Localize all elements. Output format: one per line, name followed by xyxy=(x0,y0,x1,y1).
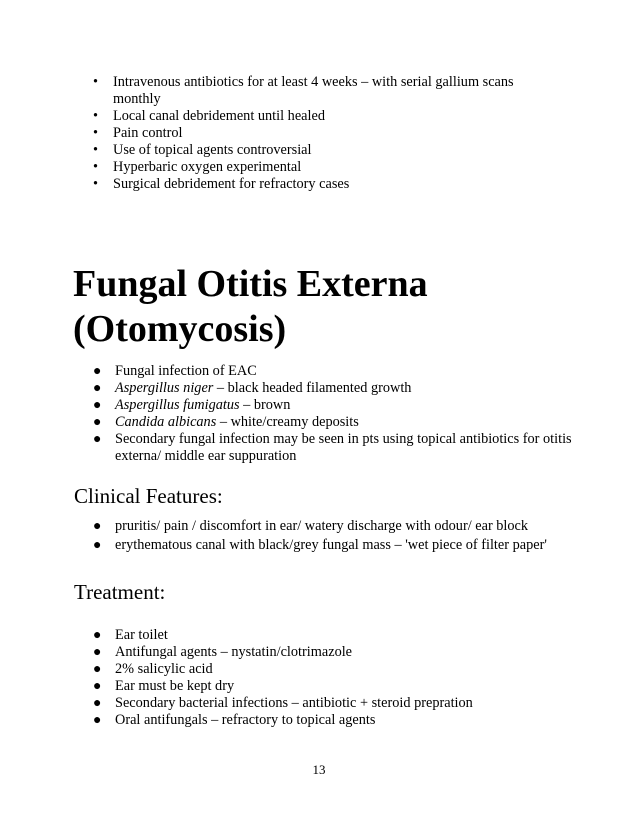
list-item: ● Aspergillus niger – black headed filamented growth xyxy=(93,380,412,396)
list-item: ● Secondary fungal infection may be seen in pts using topical antibiotics for otitis externa/ middle ear suppuration xyxy=(93,431,572,464)
list-item: ● erythematous canal with black/grey fungal mass – 'wet piece of filter paper' xyxy=(93,537,547,553)
bullet: ● xyxy=(93,415,102,430)
list-item: ● Antifungal agents – nystatin/clotrimazole xyxy=(93,644,353,660)
bullet: ● xyxy=(93,364,102,379)
list-item: ● Ear toilet xyxy=(93,627,168,643)
list-item: • Local canal debridement until healed xyxy=(93,108,325,124)
clinical-features-heading: Clinical Features: xyxy=(74,484,223,508)
fungal-bullet-list xyxy=(93,363,573,465)
list-item: ● Aspergillus fumigatus – brown xyxy=(93,397,291,413)
bullet: ● xyxy=(93,519,102,534)
bullet: ● xyxy=(93,628,102,643)
organism-name: Candida albicans xyxy=(115,414,217,430)
bullet: ● xyxy=(93,696,102,711)
bullet: • xyxy=(93,142,99,158)
list-item: ● 2% salicylic acid xyxy=(93,661,213,677)
bullet: • xyxy=(93,108,99,124)
organism-name: Aspergillus niger xyxy=(115,380,214,396)
list-item: ● Ear must be kept dry xyxy=(93,678,235,694)
bullet: ● xyxy=(93,662,102,677)
list-item: • Surgical debridement for refractory cases xyxy=(93,176,350,192)
list-item: • Hyperbaric oxygen experimental xyxy=(93,159,302,175)
bullet: ● xyxy=(93,713,102,728)
bullet: • xyxy=(93,125,99,141)
bullet: • xyxy=(93,176,99,192)
list-item: ● Oral antifungals – refractory to topical agents xyxy=(93,712,376,728)
list-item: • Pain control xyxy=(93,125,183,141)
organism-name: Aspergillus fumigatus xyxy=(115,397,240,413)
clinical-bullet-list xyxy=(93,518,593,556)
list-item: ● Secondary bacterial infections – antibiotic + steroid prepration xyxy=(93,695,473,711)
list-item: ● Fungal infection of EAC xyxy=(93,363,257,379)
list-item: ● Candida albicans – white/creamy deposits xyxy=(93,414,359,430)
bullet: • xyxy=(93,74,99,90)
list-item: • Use of topical agents controversial xyxy=(93,142,312,158)
list-item: ● pruritis/ pain / discomfort in ear/ watery discharge with odour/ ear block xyxy=(93,518,529,534)
section-title: Fungal Otitis Externa (Otomycosis) xyxy=(73,263,428,350)
bullet: • xyxy=(93,159,99,175)
bullet: ● xyxy=(93,398,102,413)
bullet: ● xyxy=(93,679,102,694)
treatment-bullet-list xyxy=(93,627,573,729)
bullet: ● xyxy=(93,645,102,660)
bullet: ● xyxy=(93,538,102,553)
bullet: ● xyxy=(93,432,102,447)
intro-bullet-list xyxy=(93,74,563,193)
page-number: 13 xyxy=(312,762,326,777)
treatment-heading: Treatment: xyxy=(74,580,166,604)
bullet: ● xyxy=(93,381,102,396)
list-item: • Intravenous antibiotics for at least 4 weeks – with serial gallium scans monthly xyxy=(93,74,514,107)
